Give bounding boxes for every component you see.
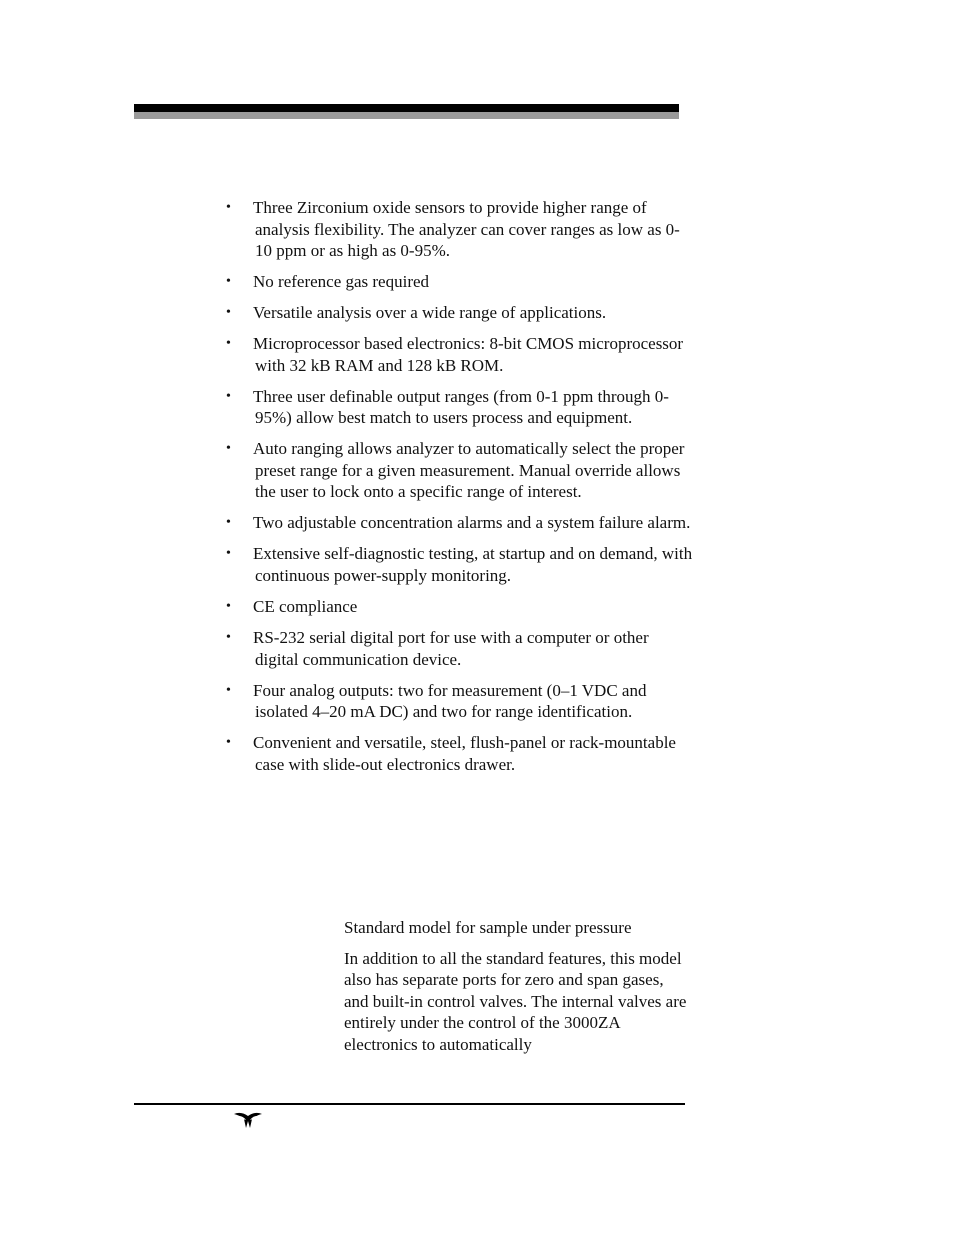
standard-model-text: Standard model for sample under pressure [344, 918, 632, 937]
header-rule-gray [134, 112, 679, 119]
feature-text: Three Zirconium oxide sensors to provide higher range of analysis flexibility. The analyzer can cover ranges as low as 0-10 ppm or as high as 0-95%. [253, 198, 680, 261]
header-rule-black [134, 104, 679, 112]
feature-text: Versatile analysis over a wide range of applications. [253, 303, 607, 323]
bullet: • [226, 274, 231, 290]
list-item [226, 732, 696, 775]
za-model-text: In addition to all the standard features, this model also has separate ports for zero and span gases, and built-in control valves. The internal valves are entirely under the control of the 3000ZA electronics to automatically [344, 948, 687, 1054]
bullet: • [226, 682, 231, 698]
feature-text: Auto ranging allows analyzer to automatically select the proper preset range for a given measurement. Manual override allows the user to lock onto a specific range of interest. [253, 439, 685, 502]
feature-text: Four analog outputs: two for measurement (0–1 VDC and isolated 4–20 mA DC) and two for range identification. [253, 680, 647, 722]
bullet: • [226, 735, 231, 751]
list-item [226, 197, 696, 262]
footer-rule [134, 1103, 685, 1105]
list-item [226, 596, 696, 618]
feature-text: No reference gas required [253, 272, 430, 292]
bullet: • [226, 599, 231, 615]
bullet: • [226, 630, 231, 646]
model-section [344, 917, 689, 1065]
feature-text: Three user definable output ranges (from 0-1 ppm through 0-95%) allow best match to users process and equipment. [253, 386, 669, 428]
bullet: • [226, 336, 231, 352]
list-item [226, 333, 696, 376]
list-item [226, 271, 696, 293]
list-item [226, 302, 696, 324]
bullet: • [226, 305, 231, 321]
list-item [226, 543, 696, 586]
feature-list [226, 197, 696, 785]
bullet: • [226, 515, 231, 531]
feature-text: Microprocessor based electronics: 8-bit CMOS microprocessor with 32 kB RAM and 128 kB ROM. [253, 334, 684, 375]
feature-text: RS-232 serial digital port for use with a computer or other digital communication device. [253, 628, 649, 669]
feature-text: Two adjustable concentration alarms and a system failure alarm. [253, 513, 691, 533]
list-item [226, 386, 696, 429]
list-item [226, 512, 696, 534]
bullet: • [226, 200, 231, 215]
list-item [226, 438, 696, 503]
bullet: • [226, 388, 231, 404]
feature-text: CE compliance [253, 597, 358, 617]
list-item [226, 627, 696, 670]
teledyne-logo-icon [233, 1110, 263, 1130]
feature-text: Convenient and versatile, steel, flush-panel or rack-mountable case with slide-out electronics drawer. [253, 733, 676, 774]
bullet: • [226, 546, 231, 562]
feature-text: Extensive self-diagnostic testing, at startup and on demand, with continuous power-supply monitoring. [253, 544, 693, 586]
bullet: • [226, 441, 231, 457]
list-item [226, 680, 696, 723]
